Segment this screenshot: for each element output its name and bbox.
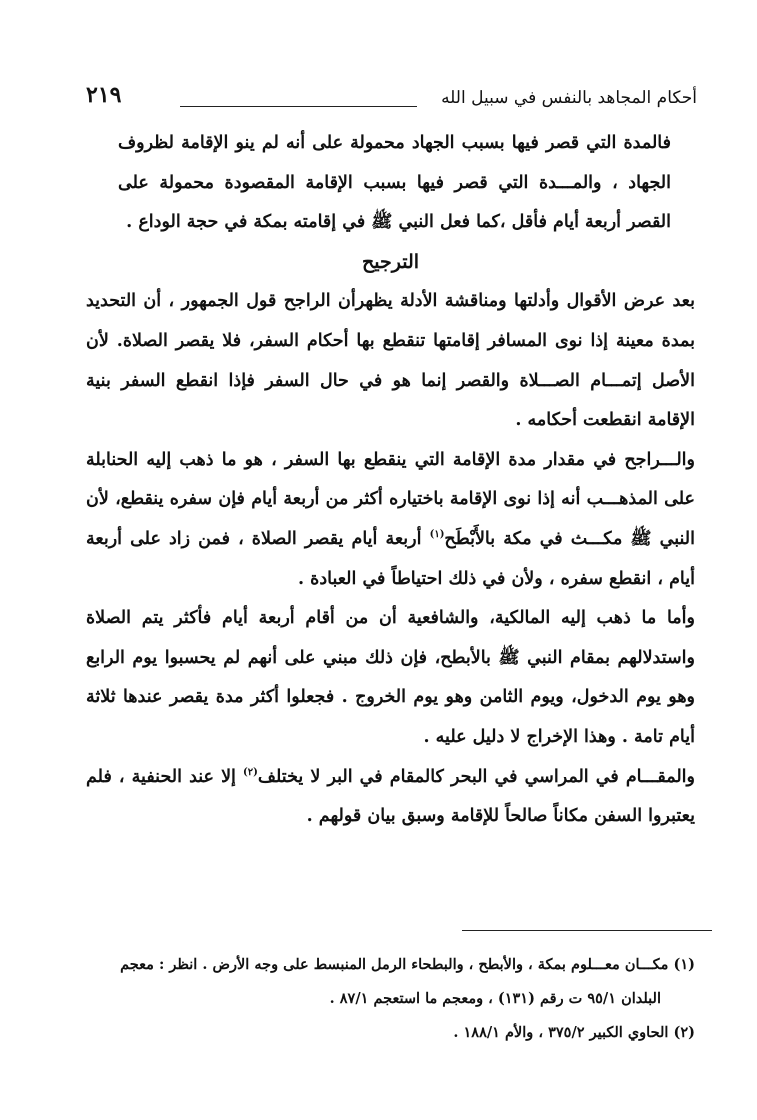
main-text [86,124,695,837]
paragraph-3-start: والـــراجح في مقدار مدة الإقامة التي ينقطع بها السفر ، هو ما ذهب إليه الحنابلة على المذهـــب أنه إذا نوى الإقامة باختياره أكثر من أربعة أيام فإن سفره ينقطع، لأن النبي ﷺ مكـــث في مكة بالأَبْطَح [86,449,695,549]
footnote-1-line-1: (١) مكـــان معـــلوم بمكة ، والأبطح ، والبطحاء الرمل المنبسط على وجه الأرض . انظر : معجم [120,956,695,973]
paragraph-4: وأما ما ذهب إليه المالكية، والشافعية أن من أقام أربعة أيام فأكثر يتم الصلاة واستدلالهم بمقام النبي ﷺ بالأبطح، فإن ذلك مبني على أنهم لم يحسبوا يوم الرابع وهو يوم الدخول، ويوم الثامن وهو يوم الخروج . فجعلوا أكثر مدة يقصر عندها ثلاثة أيام تامة . وهذا الإخراج لا دليل عليه . [86,608,695,747]
paragraph-5-end: إلا عند الحنفية ، فلم يعتبروا السفن مكاناً صالحاً للإقامة وسبق بيان قولهم . [86,766,695,827]
footnote-separator [462,930,712,931]
paragraph-2: بعد عرض الأقوال وأدلتها ومناقشة الأدلة يظهرأن الراجح قول الجمهور ، أن التحديد بمدة معينة إذا نوى المسافر إقامتها تنقطع بها أحكام السفر، فلا يقصر الصلاة. لأن الأصل إتمـــام الصـــلاة والقصر إنما هو في حال السفر فإذا انقطع السفر بنية الإقامة انقطعت أحكامه . [86,291,695,431]
paragraph-5-start: والمقـــام في المراسي في البحر كالمقام في البر لا يختلف [257,766,695,787]
paragraph-5 [86,758,695,837]
running-title: أحكام المجاهد بالنفس في سبيل الله [441,88,697,108]
page-header [70,84,697,124]
footnotes [80,948,695,1050]
footnote-1-line-2: البلدان ٩٥/١ ت رقم (١٣١) ، ومعجم ما استعجم ٨٧/١ . [329,990,661,1007]
footnote-ref-1: (١) [429,529,445,541]
paragraph-1: فالمدة التي قصر فيها بسبب الجهاد محمولة على أنه لم ينو الإقامة لظروف الجهاد ، والمـــدة التي قصر فيها بسبب الإقامة المقصودة محمولة على القصر أربعة أيام فأقل ،كما فعل النبي ﷺ في إقامته بمكة في حجة الوداع . [118,133,671,233]
section-heading: الترجيح [361,250,420,273]
paragraph-3-end: أربعة أيام يقصر الصلاة ، فمن زاد على أربعة أيام ، انقطع سفره ، ولأن في ذلك احتياطاً في العبادة . [86,528,695,589]
header-rule [180,106,417,107]
footnote-2: (٢) الحاوي الكبير ٣٧٥/٢ ، والأم ١٨٨/١ . [453,1024,695,1041]
footnote-ref-2: (٢) [243,766,258,778]
page-number: ٢١٩ [86,82,122,108]
paragraph-3 [86,441,695,599]
